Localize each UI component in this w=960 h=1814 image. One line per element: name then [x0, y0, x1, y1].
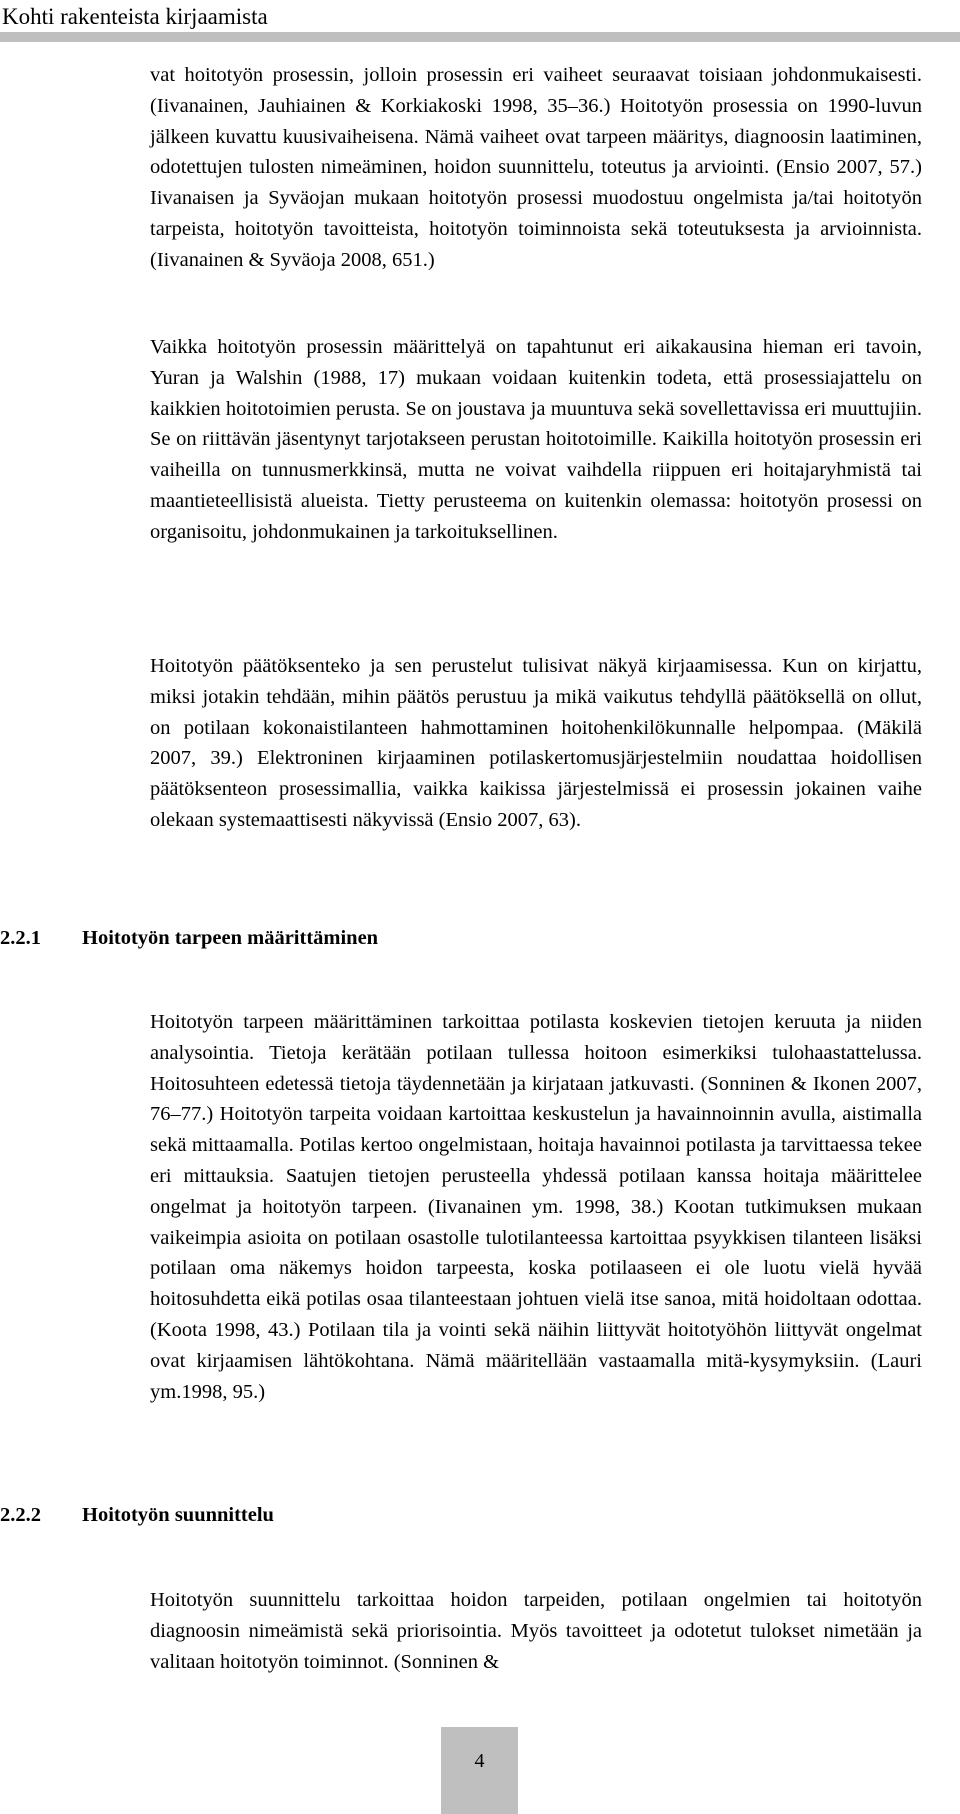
section-heading-planning — [0, 1500, 274, 1530]
document-title: Kohti rakenteista kirjaamista — [2, 4, 268, 29]
section-title: Hoitotyön tarpeen määrittäminen — [82, 927, 379, 949]
section-number: 2.2.1 — [0, 927, 41, 949]
paragraph-planning: Hoitotyön suunnittelu tarkoittaa hoidon tarpeiden, potilaan ongelmien tai hoitotyön diagnoosin nimeämistä sekä priorisointia. Myös tavoitteet ja odotetut tulokset nimetään ja valitaan hoitotyön toiminnot. (Sonninen & — [150, 1589, 922, 1673]
section-heading-needs-assessment — [0, 923, 378, 953]
section-title: Hoitotyön suunnittelu — [82, 1504, 274, 1526]
running-header — [0, 0, 960, 44]
section-number: 2.2.2 — [0, 1504, 41, 1526]
paragraph-decision-making: Hoitotyön päätöksenteko ja sen perustelut tulisivat näkyä kirjaamisessa. Kun on kirjattu, miksi jotakin tehdään, mihin päätös perustuu ja mikä vaikutus tehdyllä päätöksellä on ollut, on potilaan kokonaistilanteen hahmottaminen hoitohenkilökunnalle helpompaa. (Mäkilä 2007, 39.) Elektroninen kirjaaminen potilaskertomusjärjestelmiin noudattaa hoidollisen päätöksenteon prosessimallia, vaikka kaikissa järjestelmissä ei prosessin jokainen vaihe olekaan systemaattisesti näkyvissä (Ensio 2007, 63). — [150, 655, 922, 831]
page-number-box — [441, 1727, 518, 1814]
paragraph-needs-assessment: Hoitotyön tarpeen määrittäminen tarkoittaa potilasta koskevien tietojen keruuta ja niiden analysointia. Tietoja kerätään potilaan tullessa hoitoon esimerkiksi tulohaastattelussa. Hoitosuhteen edetessä tietoja täydennetään ja kirjataan jatkuvasti. (Sonninen & Ikonen 2007, 76–77.) Hoitotyön tarpeita voidaan kartoittaa keskustelun ja havainnoinnin avulla, aistimalla sekä mittaamalla. Potilas kertoo ongelmistaan, hoitaja havainnoi potilasta ja tarvittaessa tekee eri mittauksia. Saatujen tietojen perusteella yhdessä potilaan kanssa hoitaja määrittelee ongelmat ja hoitotyön tarpeen. (Iivanainen ym. 1998, 38.) Kootan tutkimuksen mukaan vaikeimpia asioita on potilaan osastolle tulotilanteessa kartoittaa psyykkisen tilanteen lisäksi potilaan oma näkemys hoidon tarpeesta, koska potilaaseen ei ole luotu vielä hyvää hoitosuhdetta eikä potilas osaa tilanteestaan johtuen vielä itse sanoa, mitä hoidoltaan odottaa. (Koota 1998, 43.) Potilaan tila ja vointi sekä näihin liittyvät hoitotyöhön liittyvät ongelmat ovat kirjaamisen lähtökohtana. Nämä määritellään vastaamalla mitä-kysymyksiin. (Lauri ym.1998, 95.) — [150, 1011, 922, 1403]
paragraph-process-phases: vat hoitotyön prosessin, jolloin prosessin eri vaiheet seuraavat toisiaan johdonmukaisesti. (Iivanainen, Jauhiainen & Korkiakoski 1998, 35–36.) Hoitotyön prosessia on 1990-luvun jälkeen kuvattu kuusivaiheisena. Nämä vaiheet ovat tarpeen määritys, diagnoosin laatiminen, odotettujen tulosten nimeäminen, hoidon suunnittelu, toteutus ja arviointi. (Ensio 2007, 57.) Iivanaisen ja Syväojan mukaan hoitotyön prosessi muodostuu ongelmista ja/tai hoitotyön tarpeista, hoitotyön tavoitteista, hoitotyön toiminnoista sekä toteutuksesta ja arvioinnista. (Iivanainen & Syväoja 2008, 651.) — [150, 64, 922, 271]
header-rule — [0, 32, 960, 42]
paragraph-process-thinking: Vaikka hoitotyön prosessin määrittelyä on tapahtunut eri aikakausina hieman eri tavoin, Yuran ja Walshin (1988, 17) mukaan voidaan kuitenkin todeta, että prosessiajattelu on kaikkien hoitotoimien perusta. Se on joustava ja muuntuva sekä sovellettavissa eri muuttujiin. Se on riittävän jäsentynyt tarjotakseen perustan hoitotoimille. Kaikilla hoitotyön prosessin eri vaiheilla on tunnusmerkkinsä, mutta ne voivat vaihdella riippuen eri hoitajaryhmistä tai maantieteellisistä alueista. Tietty perusteema on kuitenkin olemassa: hoitotyön prosessi on organisoitu, johdonmukainen ja tarkoituksellinen. — [150, 336, 922, 543]
page-number: 4 — [474, 1750, 485, 1772]
